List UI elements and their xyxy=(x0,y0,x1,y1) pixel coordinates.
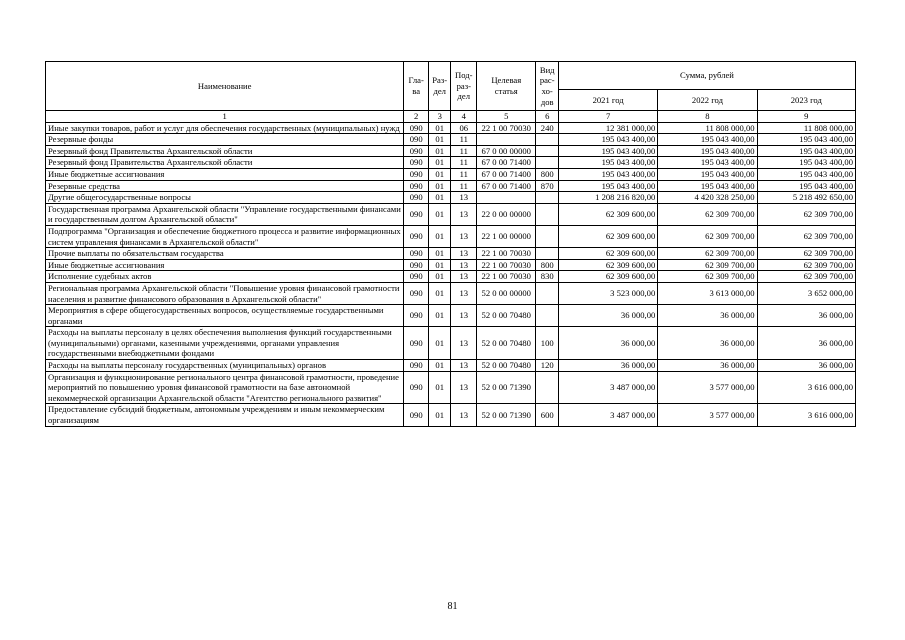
row-expense-type xyxy=(536,282,559,304)
row-sum-2023: 36 000,00 xyxy=(757,327,855,360)
header-year-2022: 2022 год xyxy=(658,90,757,111)
row-subsection: 13 xyxy=(451,282,477,304)
row-chapter: 090 xyxy=(404,305,429,327)
row-subsection: 13 xyxy=(451,271,477,283)
row-name: Резервные фонды xyxy=(46,134,404,146)
row-subsection: 11 xyxy=(451,145,477,157)
column-number: 4 xyxy=(451,111,477,123)
row-sum-2022: 195 043 400,00 xyxy=(658,180,757,192)
row-expense-type xyxy=(536,248,559,260)
row-name: Исполнение судебных актов xyxy=(46,271,404,283)
row-expense-type xyxy=(536,157,559,169)
row-expense-type xyxy=(536,134,559,146)
row-name: Предоставление субсидий бюджетным, автономным учреждениям и иным некоммерческим организациям xyxy=(46,404,404,426)
column-number: 9 xyxy=(757,111,855,123)
table-row xyxy=(46,371,856,404)
row-sum-2022: 11 808 000,00 xyxy=(658,122,757,134)
row-section: 01 xyxy=(428,360,451,372)
row-sum-2022: 62 309 700,00 xyxy=(658,248,757,260)
row-chapter: 090 xyxy=(404,360,429,372)
row-sum-2023: 3 616 000,00 xyxy=(757,371,855,404)
row-target: 22 1 00 70030 xyxy=(477,122,536,134)
row-subsection: 13 xyxy=(451,327,477,360)
column-number: 7 xyxy=(558,111,657,123)
row-expense-type: 800 xyxy=(536,259,559,271)
table-row xyxy=(46,271,856,283)
row-chapter: 090 xyxy=(404,259,429,271)
header-year-2023: 2023 год xyxy=(757,90,855,111)
row-sum-2023: 62 309 700,00 xyxy=(757,225,855,247)
table-row xyxy=(46,157,856,169)
row-target: 52 0 00 00000 xyxy=(477,282,536,304)
header-sum: Сумма, рублей xyxy=(558,62,855,90)
row-target: 22 1 00 70030 xyxy=(477,248,536,260)
row-name: Другие общегосударственные вопросы xyxy=(46,192,404,204)
header-subsection: Под-раз-дел xyxy=(451,62,477,111)
column-numbers-row xyxy=(46,111,856,123)
column-number: 5 xyxy=(477,111,536,123)
row-sum-2023: 62 309 700,00 xyxy=(757,271,855,283)
row-sum-2023: 36 000,00 xyxy=(757,305,855,327)
row-name: Расходы на выплаты персоналу государственных (муниципальных) органов xyxy=(46,360,404,372)
row-sum-2023: 62 309 700,00 xyxy=(757,259,855,271)
table-row xyxy=(46,327,856,360)
row-target: 52 0 00 70480 xyxy=(477,360,536,372)
row-chapter: 090 xyxy=(404,225,429,247)
row-target: 22 1 00 70030 xyxy=(477,271,536,283)
page-number: 81 xyxy=(447,601,458,612)
row-name: Региональная программа Архангельской области "Повышение уровня финансовой грамотности населения и развитие финансового образования в Архангельской области" xyxy=(46,282,404,304)
row-sum-2021: 36 000,00 xyxy=(558,360,657,372)
table-row xyxy=(46,282,856,304)
row-sum-2021: 62 309 600,00 xyxy=(558,203,657,225)
row-name: Организация и функционирование регионального центра финансовой грамотности, проведение мероприятий по повышению уровня финансовой грамотности на базе автономной некоммерческой организации Архангельской области "Агентство регионального развития" xyxy=(46,371,404,404)
row-chapter: 090 xyxy=(404,248,429,260)
row-section: 01 xyxy=(428,371,451,404)
row-sum-2023: 11 808 000,00 xyxy=(757,122,855,134)
row-sum-2021: 195 043 400,00 xyxy=(558,157,657,169)
row-section: 01 xyxy=(428,168,451,180)
row-section: 01 xyxy=(428,134,451,146)
row-section: 01 xyxy=(428,271,451,283)
row-name: Подпрограмма "Организация и обеспечение бюджетного процесса и развитие информационных систем управления финансами в Архангельской области" xyxy=(46,225,404,247)
row-name: Государственная программа Архангельской области "Управление государственными финансами и государственным долгом Архангельской области" xyxy=(46,203,404,225)
row-section: 01 xyxy=(428,192,451,204)
row-sum-2022: 195 043 400,00 xyxy=(658,157,757,169)
table-row xyxy=(46,360,856,372)
row-sum-2021: 36 000,00 xyxy=(558,327,657,360)
row-sum-2021: 62 309 600,00 xyxy=(558,271,657,283)
row-sum-2021: 1 208 216 820,00 xyxy=(558,192,657,204)
row-sum-2022: 36 000,00 xyxy=(658,327,757,360)
row-section: 01 xyxy=(428,248,451,260)
row-target: 22 0 00 00000 xyxy=(477,203,536,225)
row-name: Иные бюджетные ассигнования xyxy=(46,259,404,271)
row-sum-2023: 62 309 700,00 xyxy=(757,248,855,260)
row-chapter: 090 xyxy=(404,192,429,204)
row-sum-2021: 36 000,00 xyxy=(558,305,657,327)
row-subsection: 13 xyxy=(451,248,477,260)
table-row xyxy=(46,305,856,327)
table-row xyxy=(46,259,856,271)
table-row xyxy=(46,134,856,146)
table-row xyxy=(46,404,856,426)
row-section: 01 xyxy=(428,327,451,360)
row-sum-2022: 195 043 400,00 xyxy=(658,134,757,146)
row-name: Иные бюджетные ассигнования xyxy=(46,168,404,180)
row-expense-type: 120 xyxy=(536,360,559,372)
row-sum-2022: 62 309 700,00 xyxy=(658,259,757,271)
row-sum-2021: 62 309 600,00 xyxy=(558,248,657,260)
row-target: 22 1 00 70030 xyxy=(477,259,536,271)
row-subsection: 11 xyxy=(451,134,477,146)
row-sum-2021: 195 043 400,00 xyxy=(558,168,657,180)
row-section: 01 xyxy=(428,145,451,157)
row-expense-type: 100 xyxy=(536,327,559,360)
row-section: 01 xyxy=(428,157,451,169)
header-row xyxy=(46,62,856,90)
row-sum-2023: 195 043 400,00 xyxy=(757,134,855,146)
row-sum-2021: 3 487 000,00 xyxy=(558,404,657,426)
row-sum-2023: 5 218 492 650,00 xyxy=(757,192,855,204)
row-name: Резервные средства xyxy=(46,180,404,192)
row-sum-2021: 3 523 000,00 xyxy=(558,282,657,304)
row-sum-2022: 195 043 400,00 xyxy=(658,168,757,180)
row-expense-type: 830 xyxy=(536,271,559,283)
row-subsection: 13 xyxy=(451,371,477,404)
row-subsection: 11 xyxy=(451,180,477,192)
row-sum-2022: 3 613 000,00 xyxy=(658,282,757,304)
row-target: 52 0 00 71390 xyxy=(477,404,536,426)
row-chapter: 090 xyxy=(404,371,429,404)
row-chapter: 090 xyxy=(404,168,429,180)
row-sum-2021: 195 043 400,00 xyxy=(558,180,657,192)
row-sum-2021: 195 043 400,00 xyxy=(558,145,657,157)
row-subsection: 13 xyxy=(451,360,477,372)
row-target: 52 0 00 70480 xyxy=(477,327,536,360)
row-target: 67 0 00 00000 xyxy=(477,145,536,157)
row-name: Мероприятия в сфере общегосударственных вопросов, осуществляемые государственными органами xyxy=(46,305,404,327)
row-expense-type xyxy=(536,305,559,327)
row-section: 01 xyxy=(428,259,451,271)
row-chapter: 090 xyxy=(404,180,429,192)
row-chapter: 090 xyxy=(404,282,429,304)
row-sum-2022: 62 309 700,00 xyxy=(658,225,757,247)
row-sum-2021: 62 309 600,00 xyxy=(558,259,657,271)
column-number: 6 xyxy=(536,111,559,123)
table-row xyxy=(46,192,856,204)
row-name: Резервный фонд Правительства Архангельской области xyxy=(46,157,404,169)
column-number: 3 xyxy=(428,111,451,123)
row-target: 67 0 00 71400 xyxy=(477,180,536,192)
row-chapter: 090 xyxy=(404,145,429,157)
row-section: 01 xyxy=(428,122,451,134)
table-row xyxy=(46,145,856,157)
row-subsection: 13 xyxy=(451,192,477,204)
row-sum-2021: 195 043 400,00 xyxy=(558,134,657,146)
row-section: 01 xyxy=(428,305,451,327)
row-sum-2023: 195 043 400,00 xyxy=(757,180,855,192)
row-sum-2021: 12 381 000,00 xyxy=(558,122,657,134)
row-section: 01 xyxy=(428,180,451,192)
row-name: Расходы на выплаты персоналу в целях обеспечения выполнения функций государственными (муниципальными) органами, казенными учреждениями, органами управления государственными внебюджетными фондами xyxy=(46,327,404,360)
row-sum-2022: 4 420 328 250,00 xyxy=(658,192,757,204)
column-number: 2 xyxy=(404,111,429,123)
row-expense-type xyxy=(536,225,559,247)
row-subsection: 13 xyxy=(451,225,477,247)
header-target: Целевая статья xyxy=(477,62,536,111)
row-chapter: 090 xyxy=(404,122,429,134)
row-target: 52 0 00 71390 xyxy=(477,371,536,404)
row-expense-type: 240 xyxy=(536,122,559,134)
header-expense-type: Вид рас-хо-дов xyxy=(536,62,559,111)
row-name: Резервный фонд Правительства Архангельской области xyxy=(46,145,404,157)
column-number: 8 xyxy=(658,111,757,123)
row-chapter: 090 xyxy=(404,203,429,225)
row-sum-2021: 62 309 600,00 xyxy=(558,225,657,247)
row-expense-type xyxy=(536,371,559,404)
row-target: 22 1 00 00000 xyxy=(477,225,536,247)
row-subsection: 11 xyxy=(451,157,477,169)
row-expense-type xyxy=(536,145,559,157)
column-number: 1 xyxy=(46,111,404,123)
table-row xyxy=(46,180,856,192)
table-row xyxy=(46,122,856,134)
row-chapter: 090 xyxy=(404,327,429,360)
row-subsection: 13 xyxy=(451,404,477,426)
table-row xyxy=(46,248,856,260)
row-target: 67 0 00 71400 xyxy=(477,168,536,180)
row-subsection: 06 xyxy=(451,122,477,134)
row-subsection: 13 xyxy=(451,203,477,225)
row-section: 01 xyxy=(428,225,451,247)
row-chapter: 090 xyxy=(404,157,429,169)
header-year-2021: 2021 год xyxy=(558,90,657,111)
row-target: 52 0 00 70480 xyxy=(477,305,536,327)
row-target xyxy=(477,192,536,204)
row-chapter: 090 xyxy=(404,134,429,146)
row-sum-2022: 3 577 000,00 xyxy=(658,404,757,426)
row-section: 01 xyxy=(428,203,451,225)
row-sum-2023: 62 309 700,00 xyxy=(757,203,855,225)
row-sum-2023: 3 652 000,00 xyxy=(757,282,855,304)
row-expense-type: 600 xyxy=(536,404,559,426)
table-row xyxy=(46,168,856,180)
row-expense-type: 800 xyxy=(536,168,559,180)
row-subsection: 11 xyxy=(451,168,477,180)
row-sum-2022: 195 043 400,00 xyxy=(658,145,757,157)
row-sum-2022: 36 000,00 xyxy=(658,360,757,372)
row-name: Прочие выплаты по обязательствам государства xyxy=(46,248,404,260)
row-section: 01 xyxy=(428,404,451,426)
row-sum-2023: 36 000,00 xyxy=(757,360,855,372)
row-expense-type xyxy=(536,203,559,225)
row-section: 01 xyxy=(428,282,451,304)
row-sum-2022: 62 309 700,00 xyxy=(658,271,757,283)
row-chapter: 090 xyxy=(404,271,429,283)
table-row xyxy=(46,203,856,225)
row-sum-2022: 62 309 700,00 xyxy=(658,203,757,225)
row-target xyxy=(477,134,536,146)
row-sum-2023: 195 043 400,00 xyxy=(757,157,855,169)
row-sum-2021: 3 487 000,00 xyxy=(558,371,657,404)
table-row xyxy=(46,225,856,247)
row-sum-2022: 3 577 000,00 xyxy=(658,371,757,404)
row-sum-2023: 195 043 400,00 xyxy=(757,168,855,180)
row-sum-2022: 36 000,00 xyxy=(658,305,757,327)
header-section: Раз-дел xyxy=(428,62,451,111)
row-expense-type: 870 xyxy=(536,180,559,192)
row-chapter: 090 xyxy=(404,404,429,426)
row-target: 67 0 00 71400 xyxy=(477,157,536,169)
budget-table xyxy=(45,61,856,427)
header-name: Наименование xyxy=(46,62,404,111)
row-expense-type xyxy=(536,192,559,204)
row-sum-2023: 195 043 400,00 xyxy=(757,145,855,157)
header-chapter: Гла-ва xyxy=(404,62,429,111)
row-subsection: 13 xyxy=(451,305,477,327)
row-name: Иные закупки товаров, работ и услуг для обеспечения государственных (муниципальных) нужд xyxy=(46,122,404,134)
row-sum-2023: 3 616 000,00 xyxy=(757,404,855,426)
table-body xyxy=(46,122,856,426)
row-subsection: 13 xyxy=(451,259,477,271)
